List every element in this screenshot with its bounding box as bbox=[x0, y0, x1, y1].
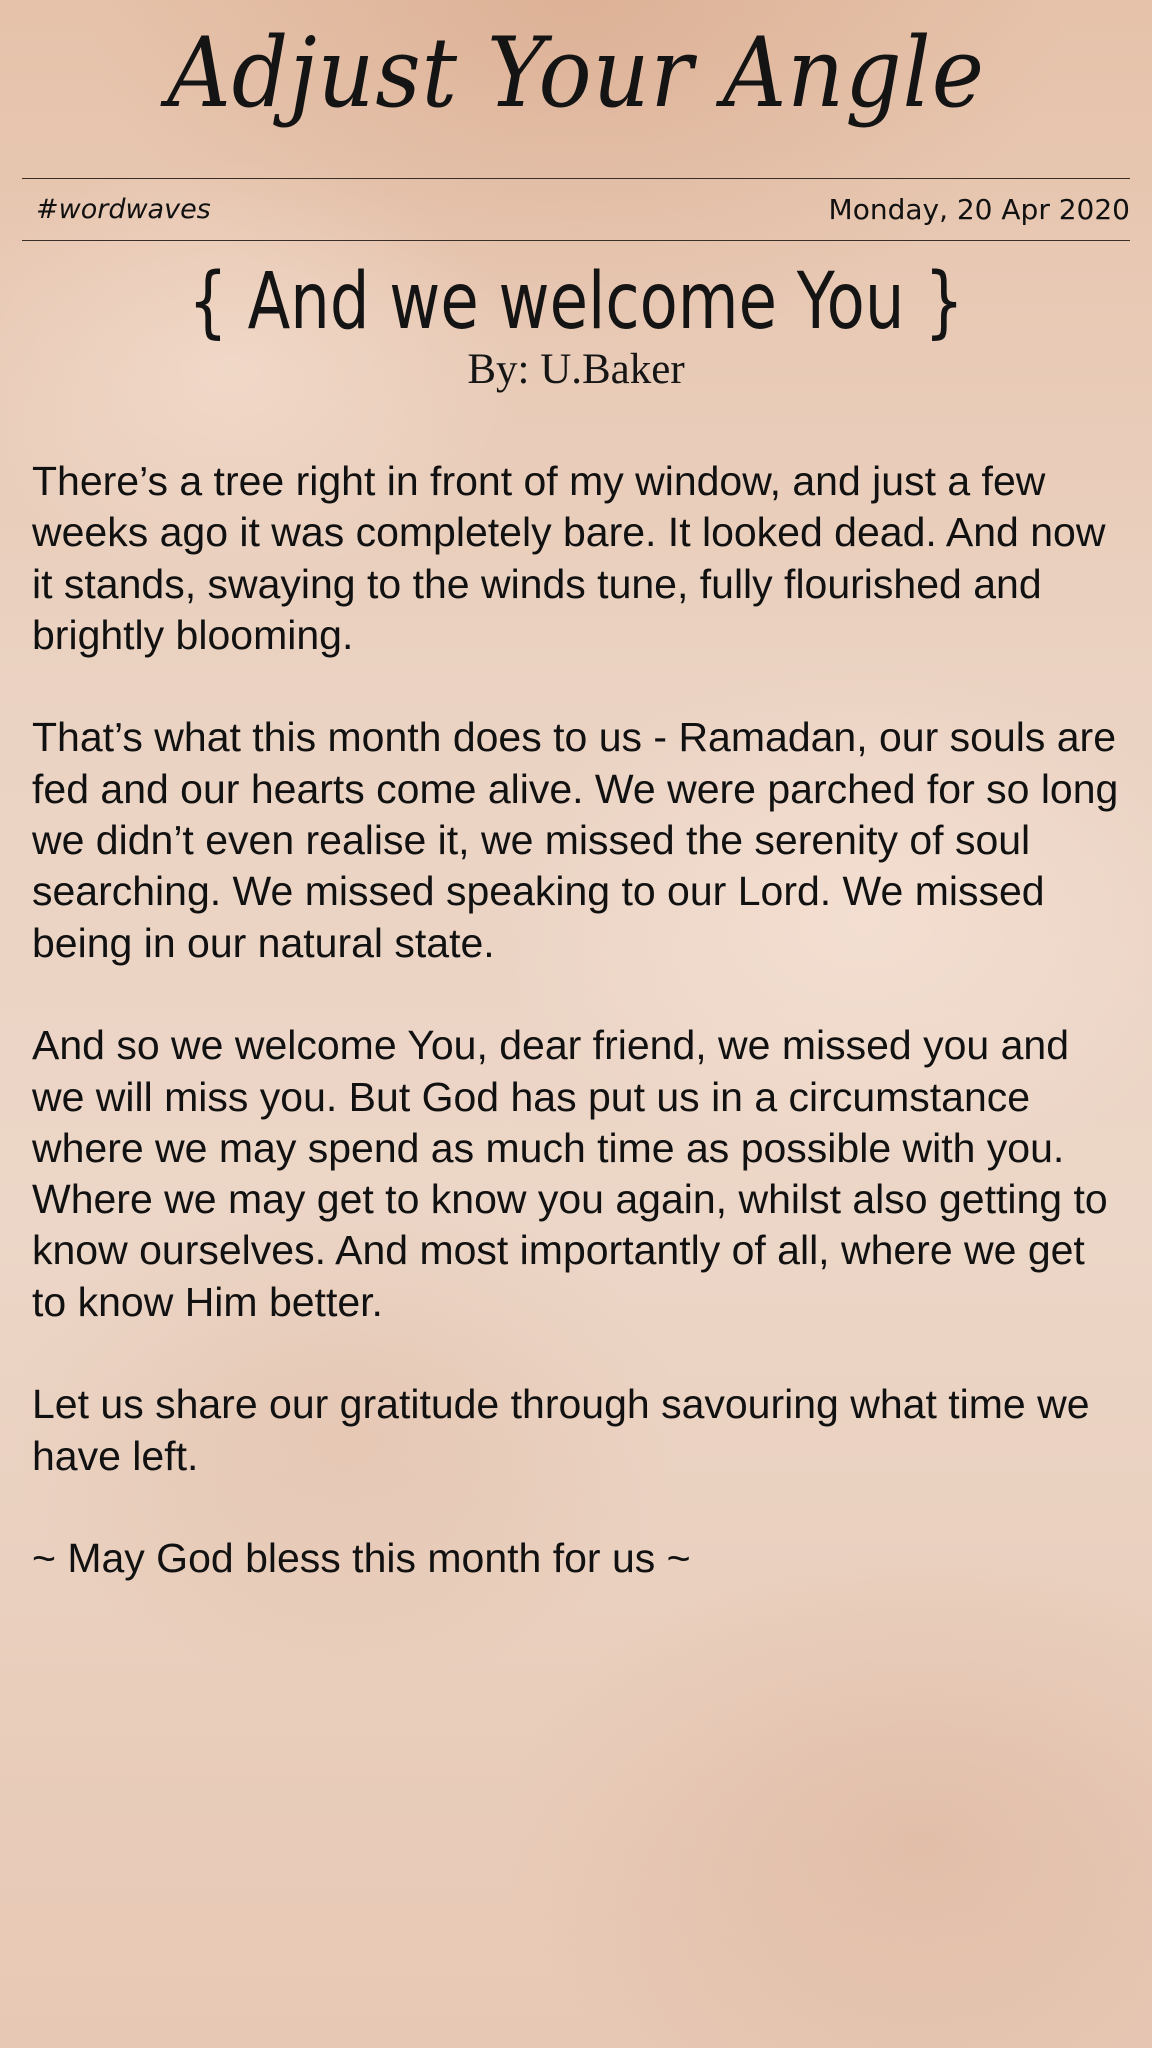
paragraph-2: That’s what this month does to us - Ramadan, our souls are fed and our hearts come alive. We were parched for so long we didn’t even realise it, we missed the serenity of soul searching. We missed speaking to our Lord. We missed being in our natural state. bbox=[32, 714, 1119, 966]
paragraph-4: Let us share our gratitude through savouring what time we have left. bbox=[32, 1381, 1090, 1479]
hashtag-label: #wordwaves bbox=[36, 194, 211, 225]
paragraph-3: And so we welcome You, dear friend, we missed you and we will miss you. But God has put us in a circumstance where we may spend as much time as possible with you. Where we may get to know you again, whilst also getting to know ourselves. And most importantly of all, where we get to know Him better. bbox=[32, 1022, 1108, 1325]
article-body bbox=[32, 456, 1122, 1636]
masthead-title: Adjust Your Angle bbox=[167, 17, 985, 129]
article-title: { And we welcome You } bbox=[188, 257, 964, 347]
closing-blessing: ~ May God bless this month for us ~ bbox=[32, 1535, 691, 1582]
publish-date: Monday, 20 Apr 2020 bbox=[828, 193, 1130, 226]
paragraph-1: There’s a tree right in front of my window, and just a few weeks ago it was completely bare. It looked dead. And now it stands, swaying to the winds tune, fully flourished and brightly blooming. bbox=[32, 458, 1106, 658]
header-top-rule bbox=[22, 178, 1130, 179]
header-bottom-rule bbox=[22, 240, 1130, 241]
article-byline: By: U.Baker bbox=[467, 346, 685, 393]
